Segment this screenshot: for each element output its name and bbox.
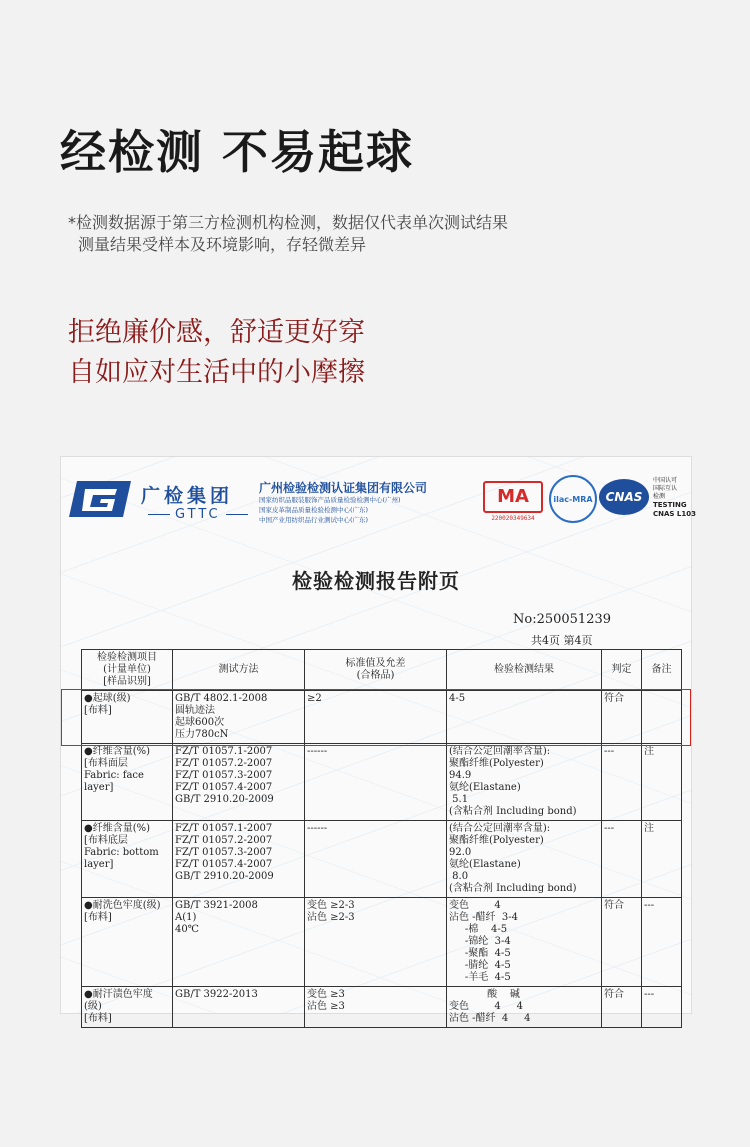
cell-line: 氨纶(Elastane) [449, 782, 521, 793]
cell-line: 变色 4 [449, 900, 501, 911]
group-sub-line: 国家纺织品服装服饰产品质量检验检测中心(广州) [259, 496, 401, 504]
cell-line: 圆轨迹法 [175, 705, 215, 716]
report-number: No:250051239 [513, 612, 612, 627]
cell-line: GB/T 3921-2008 [175, 900, 258, 911]
cell-line: ≥2 [307, 693, 322, 704]
table-header-row [82, 650, 682, 691]
cell-item [82, 898, 173, 987]
cell-line: [布料] [84, 1013, 112, 1024]
cell-standard [305, 987, 447, 1028]
cell-line: 变色 ≥3 [307, 989, 345, 1000]
cell-line: FZ/T 01057.3-2007 [175, 847, 273, 858]
cell-line: 聚酯纤维(Polyester) [449, 758, 544, 769]
cnas-side-line [653, 501, 696, 510]
cell-line: ●耐汗渍色牢度 [84, 989, 153, 1000]
cell-line: FZ/T 01057.1-2007 [175, 823, 273, 834]
cell-result [447, 898, 602, 987]
cell-line: layer] [84, 859, 114, 870]
cell-line: [布料] [84, 912, 112, 923]
cell-remark: 注 [642, 821, 682, 898]
cell-method [173, 744, 305, 821]
report-title: 检验检测报告附页 [292, 569, 460, 593]
cell-standard [305, 744, 447, 821]
cell-result [447, 691, 602, 744]
cell-remark: --- [642, 987, 682, 1028]
cnas-icon: CNAS [599, 479, 649, 515]
cell-line: -聚酯 4-5 [449, 948, 511, 959]
cell-line: [布料面层 [84, 758, 128, 769]
header-result: 检验检测结果 [447, 650, 602, 691]
cell-line: GB/T 4802.1-2008 [175, 693, 268, 704]
note-line-1: *检测数据源于第三方检测机构检测，数据仅代表单次测试结果 [68, 213, 509, 232]
header-item: 检验检测项目 (计量单位) [样品识别] [82, 650, 173, 691]
cell-item [82, 821, 173, 898]
tagline-line-1: 拒绝廉价感，舒适更好穿 [68, 317, 365, 348]
cell-judgment: --- [602, 821, 642, 898]
cell-line: 8.0 [449, 871, 469, 882]
cnas-side-line [653, 510, 696, 519]
header-method: 测试方法 [173, 650, 305, 691]
cma-badge: MA [483, 481, 543, 513]
note-line-2: 测量结果受样本及环境影响，存轻微差异 [78, 235, 367, 254]
cell-line: Fabric: bottom [84, 847, 159, 858]
cell-line: 压力780cN [175, 729, 229, 740]
cell-line: FZ/T 01057.1-2007 [175, 746, 273, 757]
cell-line: 起球600次 [175, 717, 225, 728]
cell-line: 沾色 ≥3 [307, 1001, 345, 1012]
cell-line: Fabric: face [84, 770, 144, 781]
table-row [82, 898, 682, 987]
cell-line: layer] [84, 782, 114, 793]
cell-line: 94.9 [449, 770, 472, 781]
cell-result [447, 821, 602, 898]
cnas-side-text [653, 477, 696, 519]
cell-item [82, 744, 173, 821]
cell-line: FZ/T 01057.2-2007 [175, 835, 273, 846]
cell-line: ------ [307, 746, 328, 757]
cnas-side-line: 国际互认 [653, 485, 678, 492]
table-row [82, 987, 682, 1028]
cell-line: -腈纶 4-5 [449, 960, 511, 971]
header-remark: 备注 [642, 650, 682, 691]
cell-method [173, 987, 305, 1028]
cell-item [82, 987, 173, 1028]
cnas-number: CNAS L103 [653, 510, 696, 518]
cma-number: 220020349634 [491, 515, 535, 522]
cell-remark: --- [642, 898, 682, 987]
cnas-testing: TESTING [653, 501, 687, 509]
cell-line: FZ/T 01057.4-2007 [175, 782, 273, 793]
cell-method [173, 691, 305, 744]
cell-line: GB/T 2910.20-2009 [175, 794, 274, 805]
cell-line: (级) [84, 1001, 102, 1012]
org-name-en: GTTC [143, 507, 253, 522]
cell-line: 氨纶(Elastane) [449, 859, 521, 870]
report-header [61, 457, 696, 537]
cell-standard [305, 821, 447, 898]
cell-line: 40℃ [175, 924, 199, 935]
disclaimer-note [68, 212, 508, 256]
header-judgment: 判定 [602, 650, 642, 691]
cell-line: ●起球(级) [84, 693, 131, 704]
cell-line: ------ [307, 823, 328, 834]
cell-line: (结合公定回潮率含量): [449, 823, 551, 834]
cell-method [173, 898, 305, 987]
report-page: 共4页 第4页 [531, 634, 593, 647]
cell-result [447, 744, 602, 821]
cell-line: FZ/T 01057.3-2007 [175, 770, 273, 781]
cell-remark: 注 [642, 744, 682, 821]
ilac-mra-icon: ilac-MRA [549, 475, 597, 523]
table-row [82, 744, 682, 821]
cell-line: ●纤维含量(%) [84, 746, 151, 757]
cell-line: 变色 ≥2-3 [307, 900, 355, 911]
cnas-side-line: 中国认可 [653, 477, 678, 484]
cell-line: A(1) [175, 912, 197, 923]
cell-line: 聚酯纤维(Polyester) [449, 835, 544, 846]
cell-standard [305, 898, 447, 987]
cell-line: ●纤维含量(%) [84, 823, 151, 834]
cell-line: FZ/T 01057.2-2007 [175, 758, 273, 769]
cell-line: 酸 碱 [449, 989, 520, 1000]
results-table [81, 649, 682, 1028]
table-body [82, 691, 682, 1028]
cell-line: GB/T 3922-2013 [175, 989, 258, 1000]
cell-line: FZ/T 01057.4-2007 [175, 859, 273, 870]
cell-method [173, 821, 305, 898]
cnas-side-line: 检测 [653, 493, 666, 500]
cell-line: [布料] [84, 705, 112, 716]
cell-remark [642, 691, 682, 744]
cell-line: 4-5 [449, 693, 466, 704]
org-name-cn: 广检集团 [141, 485, 234, 507]
cell-line: 沾色 -醋纤 3-4 [449, 912, 519, 923]
tagline [68, 313, 365, 393]
cell-judgment: 符合 [602, 987, 642, 1028]
group-subtitles [259, 495, 401, 525]
cell-line: 沾色 ≥2-3 [307, 912, 355, 923]
cell-standard [305, 691, 447, 744]
cell-line: 变色 4 4 [449, 1001, 524, 1012]
cell-line: 92.0 [449, 847, 472, 858]
cell-judgment: 符合 [602, 691, 642, 744]
cell-judgment: --- [602, 744, 642, 821]
table-row [82, 691, 682, 744]
cell-judgment: 符合 [602, 898, 642, 987]
cell-line: GB/T 2910.20-2009 [175, 871, 274, 882]
cell-line: ●耐洗色牢度(级) [84, 900, 161, 911]
cell-line: (结合公定回潮率含量): [449, 746, 551, 757]
cell-line: (含粘合剂 Including bond) [449, 883, 577, 894]
cell-line: (含粘合剂 Including bond) [449, 806, 577, 817]
table-row [82, 821, 682, 898]
test-report-image [60, 456, 696, 1024]
cell-line: -棉 4-5 [449, 924, 508, 935]
cell-line: 5.1 [449, 794, 469, 805]
group-sub-line: 中国产业用纺织品行业测试中心(广东) [259, 516, 369, 524]
group-sub-line: 国家皮革制品质量检验检测中心(广东) [259, 506, 369, 514]
cma-mark [483, 481, 543, 522]
cell-result [447, 987, 602, 1028]
group-name: 广州检验检测认证集团有限公司 [259, 481, 428, 495]
header-standard: 标准值及允差 (合格品) [305, 650, 447, 691]
gttc-logo-icon [69, 479, 133, 519]
cell-line: [布料底层 [84, 835, 128, 846]
cell-line: -锦纶 3-4 [449, 936, 511, 947]
cell-line: 沾色 -醋纤 4 4 [449, 1013, 531, 1024]
cell-item [82, 691, 173, 744]
cell-line: -羊毛 4-5 [449, 972, 511, 983]
headline: 经检测 不易起球 [60, 125, 415, 179]
tagline-line-2: 自如应对生活中的小摩擦 [68, 357, 365, 388]
